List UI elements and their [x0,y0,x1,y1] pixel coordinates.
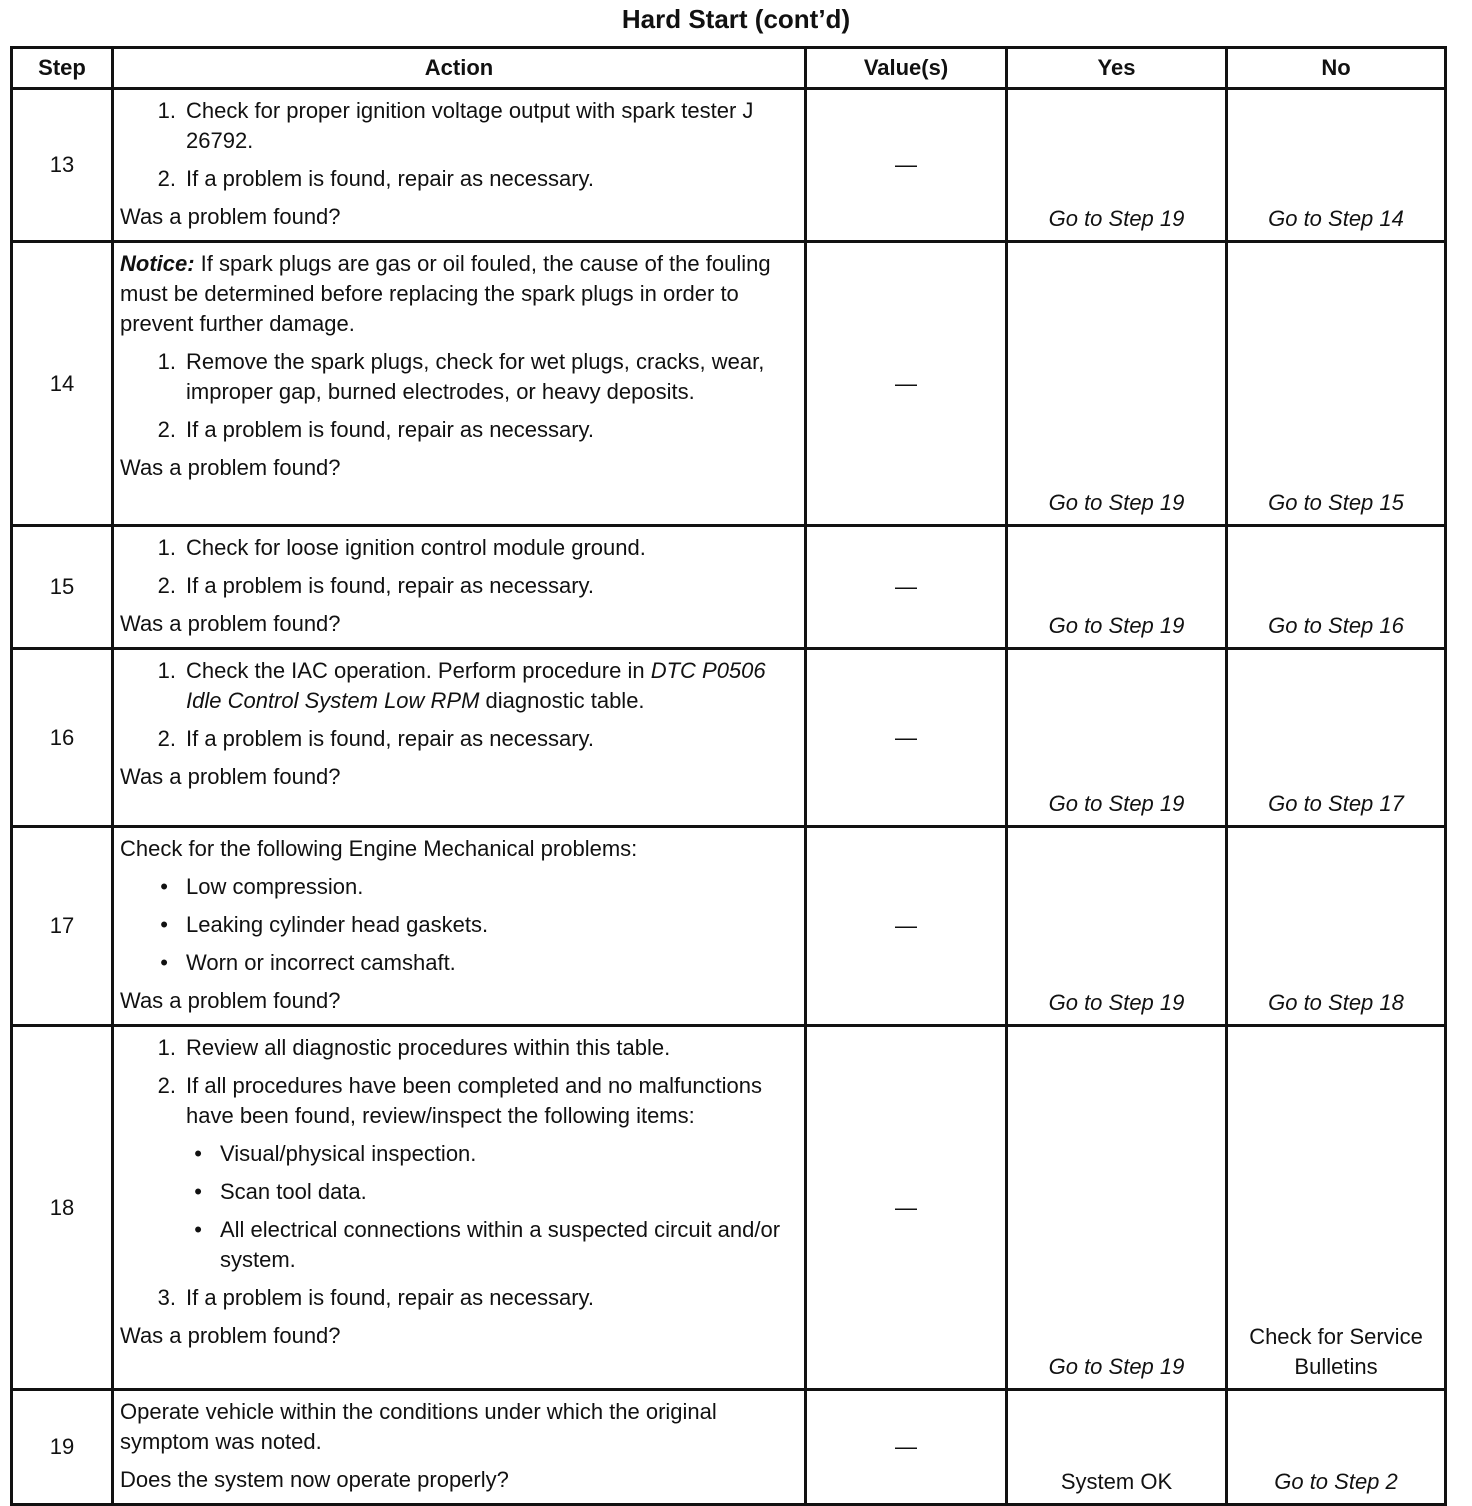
list-item: 2. If a problem is found, repair as necessary. [157,726,595,751]
list-item: 1. Check for loose ignition control module ground. [157,535,646,560]
dtc-reference: DTC P0506 Idle Control System Low RPM [186,658,766,713]
table-row [12,827,1446,1026]
question-text: Does the system now operate properly? [120,1467,509,1492]
action-cell [113,526,806,649]
value-cell: — [806,1390,1007,1505]
list-item: 2. If a problem is found, repair as necessary. [157,573,595,598]
table-row [12,242,1446,526]
question-text: Was a problem found? [120,1323,341,1348]
page-title: Hard Start (cont’d) [621,4,851,34]
header-action: Action [113,48,806,89]
list-item: • Worn or incorrect camshaft. [160,950,456,975]
intro-text: Check for the following Engine Mechanical problems: [120,836,638,861]
step-number: 19 [12,1390,113,1505]
action-cell [113,649,806,827]
no-link[interactable]: Go to Step 17 [1227,649,1446,827]
header-no: No [1227,48,1446,89]
yes-link[interactable]: Go to Step 19 [1007,827,1227,1026]
list-item: 2. If all procedures have been completed and no malfunctions have been found, review/inspect the following items: [157,1073,763,1128]
table-row [12,89,1446,242]
list-item: • Leaking cylinder head gaskets. [160,912,489,937]
value-cell: — [806,1026,1007,1390]
step-number: 13 [12,89,113,242]
list-item: 1. Check the IAC operation. Perform procedure in DTC P0506 Idle Control System Low RPM diagnostic table. [157,658,766,713]
no-link[interactable]: Go to Step 18 [1227,827,1446,1026]
header-values: Value(s) [806,48,1007,89]
value-cell: — [806,89,1007,242]
no-link[interactable]: Go to Step 16 [1227,526,1446,649]
table-row [12,1026,1446,1390]
list-item: 1. Review all diagnostic procedures within this table. [157,1035,671,1060]
step-number: 15 [12,526,113,649]
no-link[interactable]: Go to Step 15 [1227,242,1446,526]
list-item: • Visual/physical inspection. [194,1141,477,1166]
diagnostic-table [10,46,1447,1506]
list-item: 3. If a problem is found, repair as necessary. [157,1285,595,1310]
step-number: 18 [12,1026,113,1390]
question-text: Was a problem found? [120,988,341,1013]
yes-link[interactable]: Go to Step 19 [1007,1026,1227,1390]
list-item: 1. Check for proper ignition voltage output with spark tester J 26792. [157,98,754,153]
action-cell [113,827,806,1026]
header-yes: Yes [1007,48,1227,89]
step-number: 17 [12,827,113,1026]
list-item: 1. Remove the spark plugs, check for wet plugs, cracks, wear, improper gap, burned electrodes, or heavy deposits. [157,349,765,404]
action-cell [113,89,806,242]
list-item: 2. If a problem is found, repair as necessary. [157,166,595,191]
action-cell [113,242,806,526]
table-row [12,1390,1446,1505]
action-cell [113,1390,806,1505]
question-text: Was a problem found? [120,611,341,636]
header-step: Step [12,48,113,89]
step-number: 14 [12,242,113,526]
no-link[interactable]: Go to Step 14 [1227,89,1446,242]
table-row [12,649,1446,827]
list-item: • All electrical connections within a suspected circuit and/or system. [194,1217,781,1272]
value-cell: — [806,827,1007,1026]
value-cell: — [806,242,1007,526]
question-text: Was a problem found? [120,455,341,480]
list-item: 2. If a problem is found, repair as necessary. [157,417,595,442]
no-link[interactable]: Go to Step 2 [1227,1390,1446,1505]
value-cell: — [806,526,1007,649]
yes-link[interactable]: Go to Step 19 [1007,649,1227,827]
list-item: • Scan tool data. [194,1179,367,1204]
yes-link[interactable]: Go to Step 19 [1007,526,1227,649]
action-cell [113,1026,806,1390]
header-row [12,48,1446,89]
question-text: Was a problem found? [120,764,341,789]
value-cell: — [806,649,1007,827]
instruction-text: Operate vehicle within the conditions under which the original symptom was noted. [120,1399,717,1454]
notice-text: Notice: If spark plugs are gas or oil fouled, the cause of the fouling must be determined before replacing the spark plugs in order to prevent further damage. [120,251,771,336]
question-text: Was a problem found? [120,204,341,229]
yes-link[interactable]: Go to Step 19 [1007,242,1227,526]
step-number: 16 [12,649,113,827]
no-link[interactable]: Check for Service Bulletins [1227,1026,1446,1390]
list-item: • Low compression. [160,874,364,899]
yes-link[interactable]: Go to Step 19 [1007,89,1227,242]
yes-link[interactable]: System OK [1007,1390,1227,1505]
table-row [12,526,1446,649]
